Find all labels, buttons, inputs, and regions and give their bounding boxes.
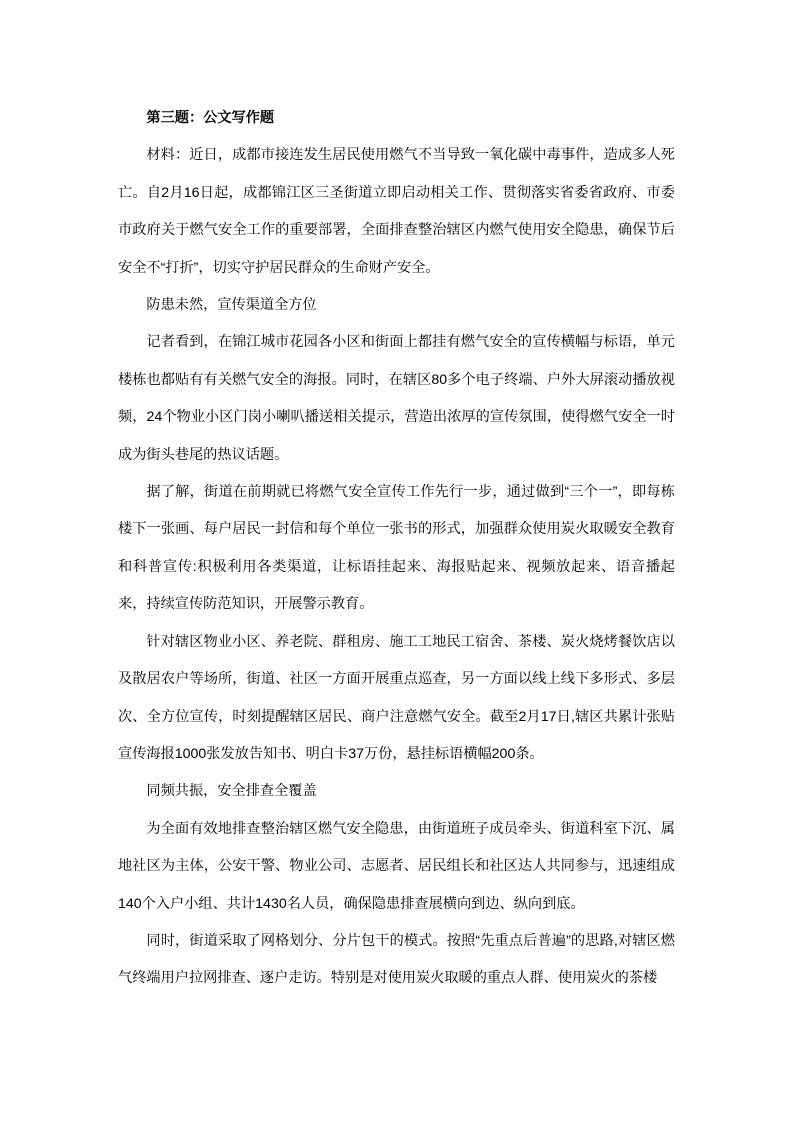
paragraph-inspection-teams: 为全面有效地排查整治辖区燃气安全隐患，由街道班子成员牵头、街道科室下沉、属地社区为主体，公安干警、物业公司、志愿者、居民组长和社区达人共同参与，迅速组成140个入户小组、共计1430名人员，确保隐患排查展横向到边、纵向到底。 <box>118 820 675 912</box>
subheading-publicity-channels: 防患未然，宣传渠道全方位 <box>146 297 317 314</box>
paragraph-three-ones: 据了解，街道在前期就已将燃气安全宣传工作先行一步，通过做到“三个一”，即每栋楼下一张画、每户居民一封信和每个单位一张书的形式，加强群众使用炭火取暖安全教育和科普宣传:积极利用各类渠道，让标语挂起来、海报贴起来、视频放起来、语音播起来，持续宣传防范知识，开展警示教育。 <box>118 484 675 613</box>
paragraph-material-intro: 材料：近日，成都市接连发生居民使用燃气不当导致一氧化碳中毒事件，造成多人死亡。自2月16日起，成都锦江区三圣街道立即启动相关工作、贯彻落实省委省政府、市委市政府关于燃气安全工作的重要部署，全面排查整治辖区内燃气使用安全隐患，确保节后安全不“打折”，切实守护居民群众的生命财产安全。 <box>118 147 675 276</box>
paragraph-publicity-detail: 记者看到，在锦江城市花园各小区和街面上都挂有燃气安全的宣传横幅与标语，单元楼栋也都贴有有关燃气安全的海报。同时，在辖区80多个电子终端、户外大屏滚动播放视频，24个物业小区门岗小喇叭播送相关提示，营造出浓厚的宣传氛围，使得燃气安全一时成为街头巷尾的热议话题。 <box>118 334 675 463</box>
section-title: 第三题：公文写作题 <box>146 110 275 126</box>
paragraph-key-places-patrol: 针对辖区物业小区、养老院、群租房、施工工地民工宿舍、茶楼、炭火烧烤餐饮店以及散居农户等场所，街道、社区一方面开展重点巡查，另一方面以线上线下多形式、多层次、全方位宣传，时刻提醒辖区居民、商户注意燃气安全。截至2月17日,辖区共累计张贴宣传海报1000张发放告知书、明白卡37万份，悬挂标语横幅200条。 <box>118 633 675 762</box>
subheading-safety-inspection: 同频共振，安全排查全覆盖 <box>146 783 317 800</box>
paragraph-grid-model: 同时，街道采取了网格划分、分片包干的模式。按照“先重点后普遍”的思路,对辖区燃气终端用户拉网排查、逐户走访。特别是对使用炭火取暖的重点人群、使用炭火的茶楼 <box>118 932 675 987</box>
